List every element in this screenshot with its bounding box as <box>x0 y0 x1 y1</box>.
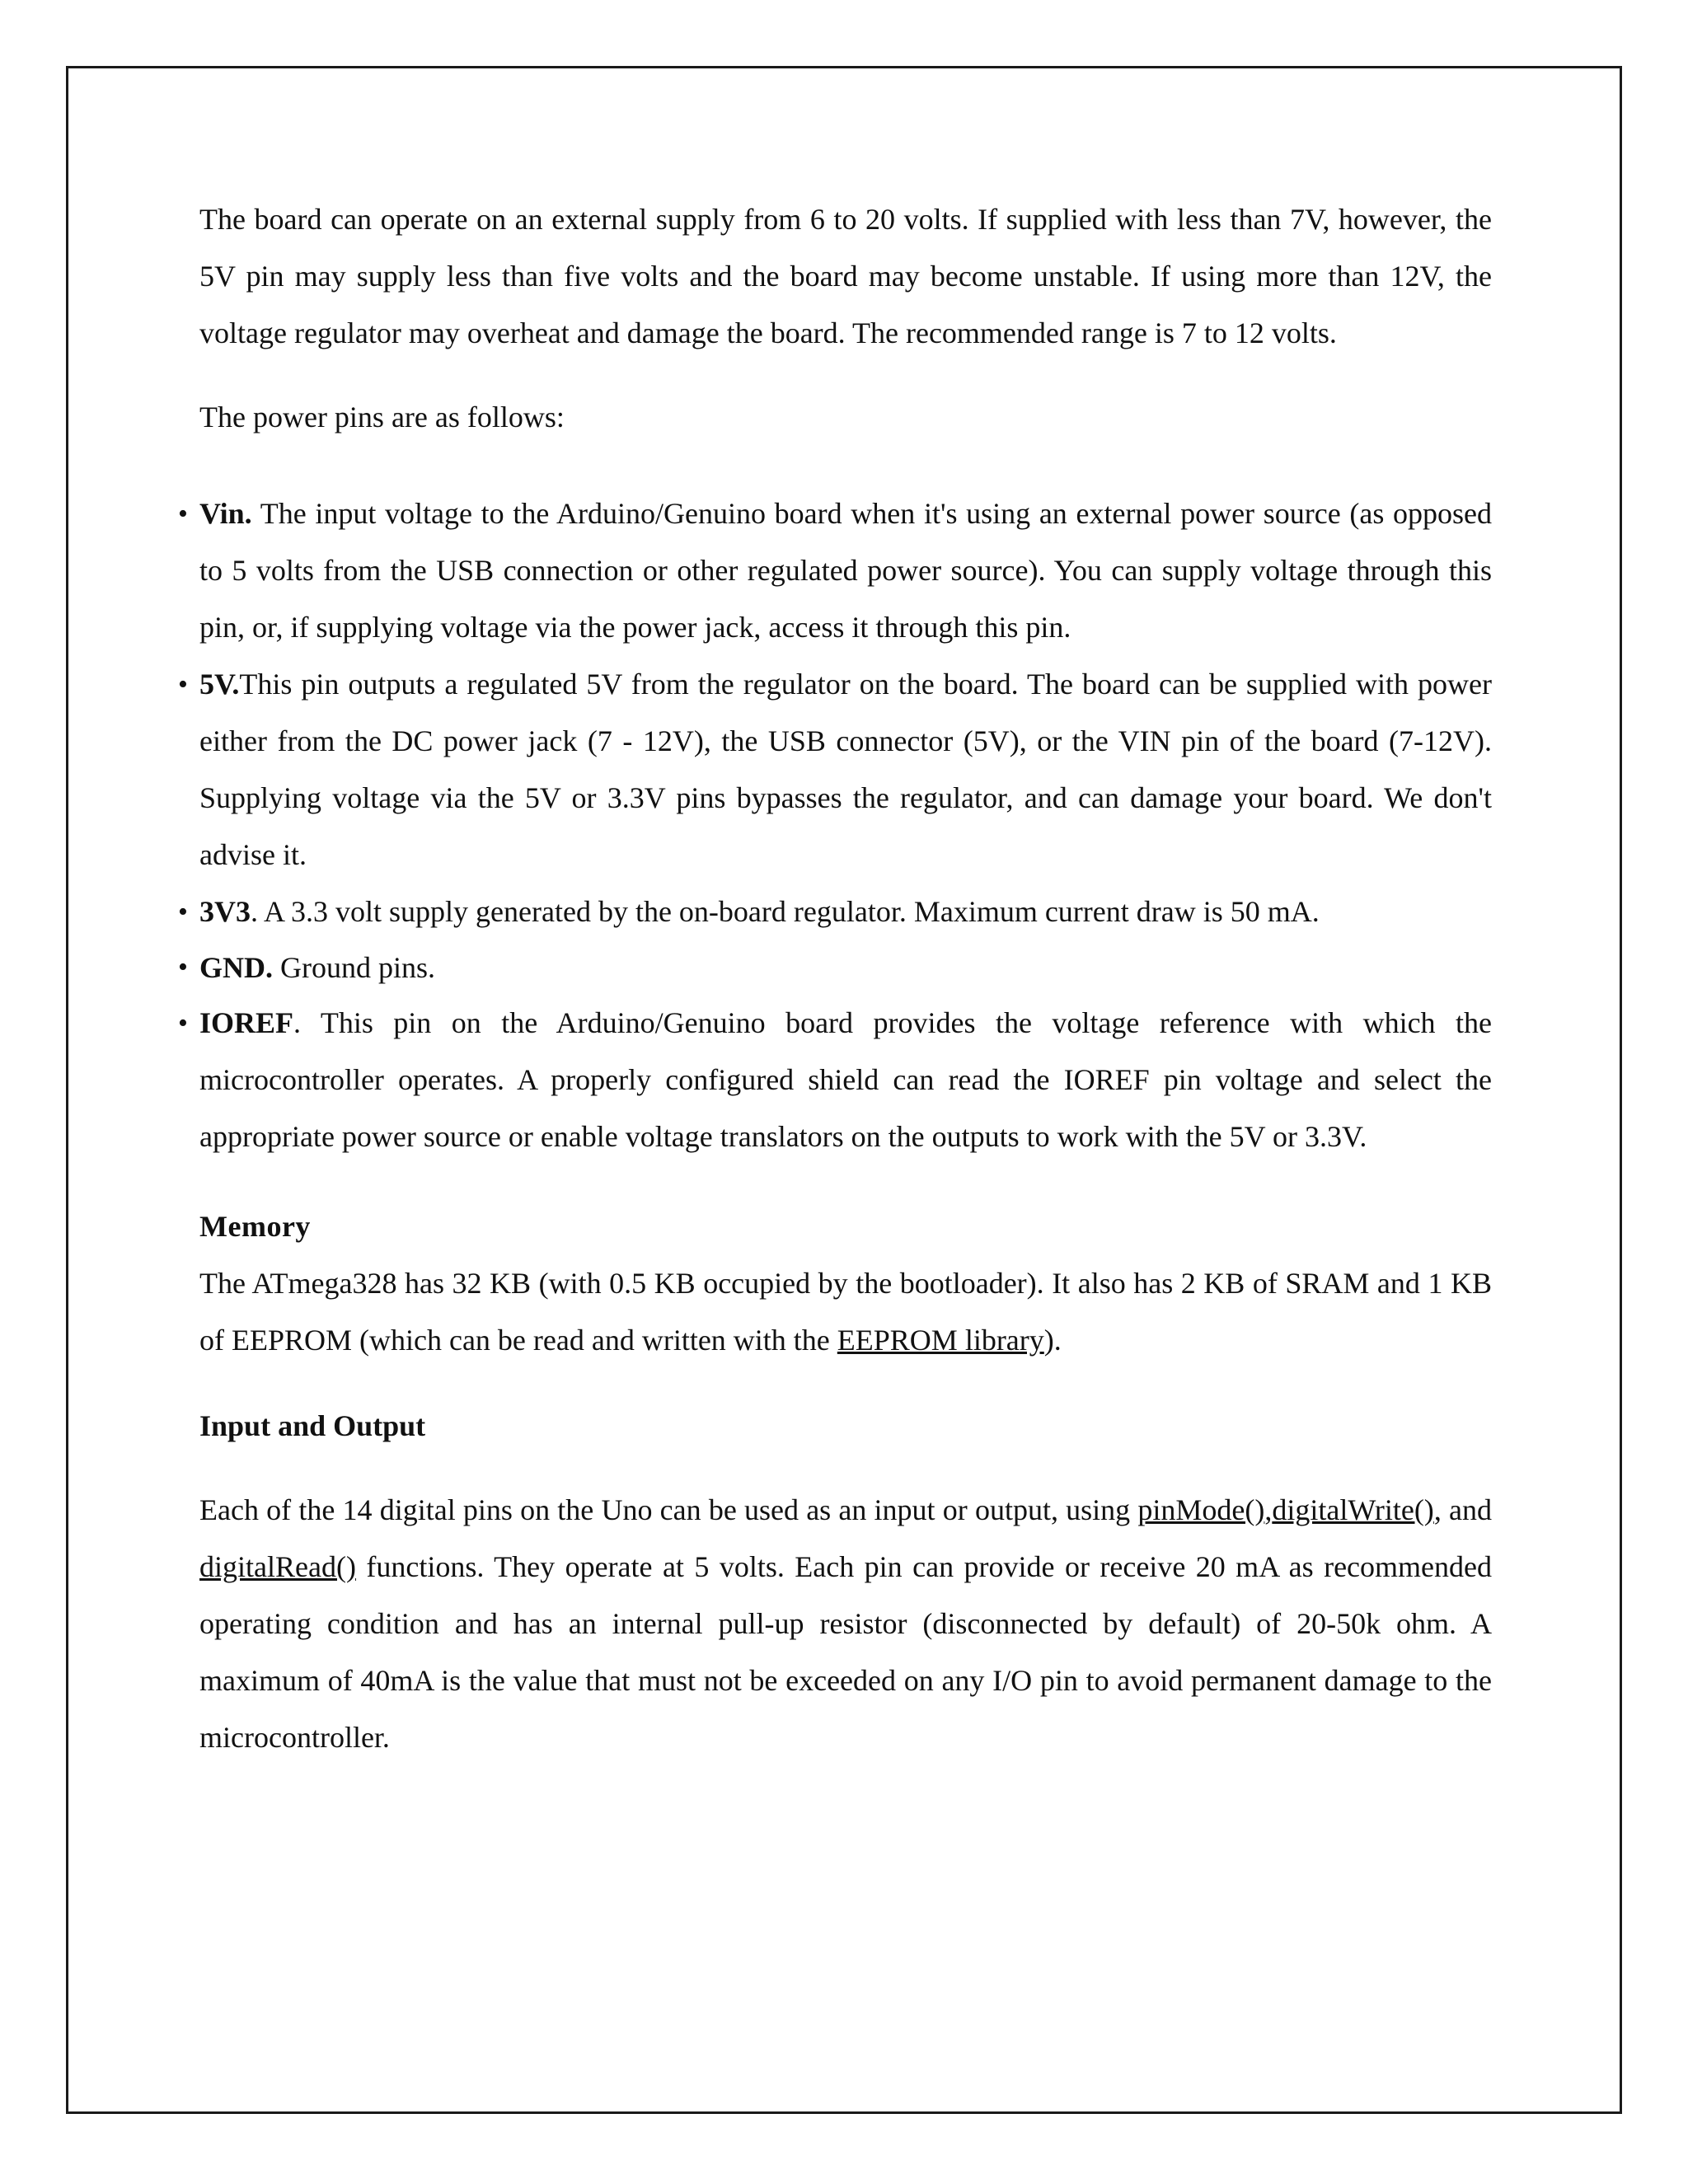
bullet-icon: • <box>178 669 188 700</box>
digitalread-link[interactable]: digitalRead() <box>199 1550 356 1583</box>
pin-term: Vin. <box>199 497 252 530</box>
list-item-ioref <box>178 995 1492 1165</box>
memory-paragraph <box>199 1255 1492 1369</box>
pin-term: IOREF <box>199 1006 294 1039</box>
list-item-gnd <box>178 940 1492 995</box>
memory-text-end: ). <box>1043 1324 1062 1357</box>
memory-heading: Memory <box>199 1210 311 1243</box>
bullet-icon: • <box>178 499 188 529</box>
io-separator: , and <box>1433 1493 1492 1526</box>
pin-description: The input voltage to the Arduino/Genuino board when it's using an external power source (as opposed to 5 volts from the USB connection or other regulated power source). You can supply voltage through this pin, or, if supplying voltage via the power jack, access it through this pin. <box>199 497 1492 644</box>
pin-term: 5V. <box>199 668 240 701</box>
input-output-paragraph <box>199 1482 1492 1766</box>
io-text-end: functions. They operate at 5 volts. Each pin can provide or receive 20 mA as recommended operating condition and has an internal pull-up resistor (disconnected by default) of 20-50k ohm. A maximum of 40mA is the value that must not be exceeded on any I/O pin to avoid permanent damage to the microcontroller. <box>199 1550 1492 1754</box>
pin-term: 3V3 <box>199 895 251 928</box>
document-body <box>178 191 1492 1766</box>
input-output-heading: Input and Output <box>199 1409 426 1442</box>
digitalwrite-link[interactable]: digitalWrite() <box>1272 1493 1434 1526</box>
power-pins-list <box>178 485 1492 1165</box>
pin-description: Ground pins. <box>273 951 435 984</box>
eeprom-library-link[interactable]: EEPROM library <box>837 1324 1044 1357</box>
pin-description: . A 3.3 volt supply generated by the on-board regulator. Maximum current draw is 50 mA. <box>251 895 1320 928</box>
list-item-vin <box>178 485 1492 656</box>
power-pins-intro: The power pins are as follows: <box>199 401 565 434</box>
bullet-icon: • <box>178 1008 188 1038</box>
memory-text: The ATmega328 has 32 KB (with 0.5 KB occupied by the bootloader). It also has 2 KB of SRAM and 1 KB of EEPROM (which can be read and written with the <box>199 1267 1492 1357</box>
io-text-start: Each of the 14 digital pins on the Uno can be used as an input or output, using <box>199 1493 1138 1526</box>
bullet-icon: • <box>178 952 188 982</box>
pin-description: . This pin on the Arduino/Genuino board provides the voltage reference with which the microcontroller operates. A properly configured shield can read the IOREF pin voltage and select the appropriate power source or enable voltage translators on the outputs to work with the 5V or 3.3V. <box>199 1006 1492 1153</box>
supply-paragraph: The board can operate on an external supply from 6 to 20 volts. If supplied with less than 7V, however, the 5V pin may supply less than five volts and the board may become unstable. If using more than 12V, the voltage regulator may overheat and damage the board. The recommended range is 7 to 12 volts. <box>199 203 1492 349</box>
pinmode-link[interactable]: pinMode() <box>1137 1493 1265 1526</box>
io-separator: , <box>1264 1493 1273 1526</box>
pin-term: GND. <box>199 951 273 984</box>
bullet-icon: • <box>178 897 188 927</box>
list-item-5v <box>178 656 1492 883</box>
pin-description: This pin outputs a regulated 5V from the regulator on the board. The board can be supplied with power either from the DC power jack (7 - 12V), the USB connector (5V), or the VIN pin of the board (7-12V). Supplying voltage via the 5V or 3.3V pins bypasses the regulator, and can damage your board. We don't advise it. <box>199 668 1492 871</box>
list-item-3v3 <box>178 883 1492 940</box>
